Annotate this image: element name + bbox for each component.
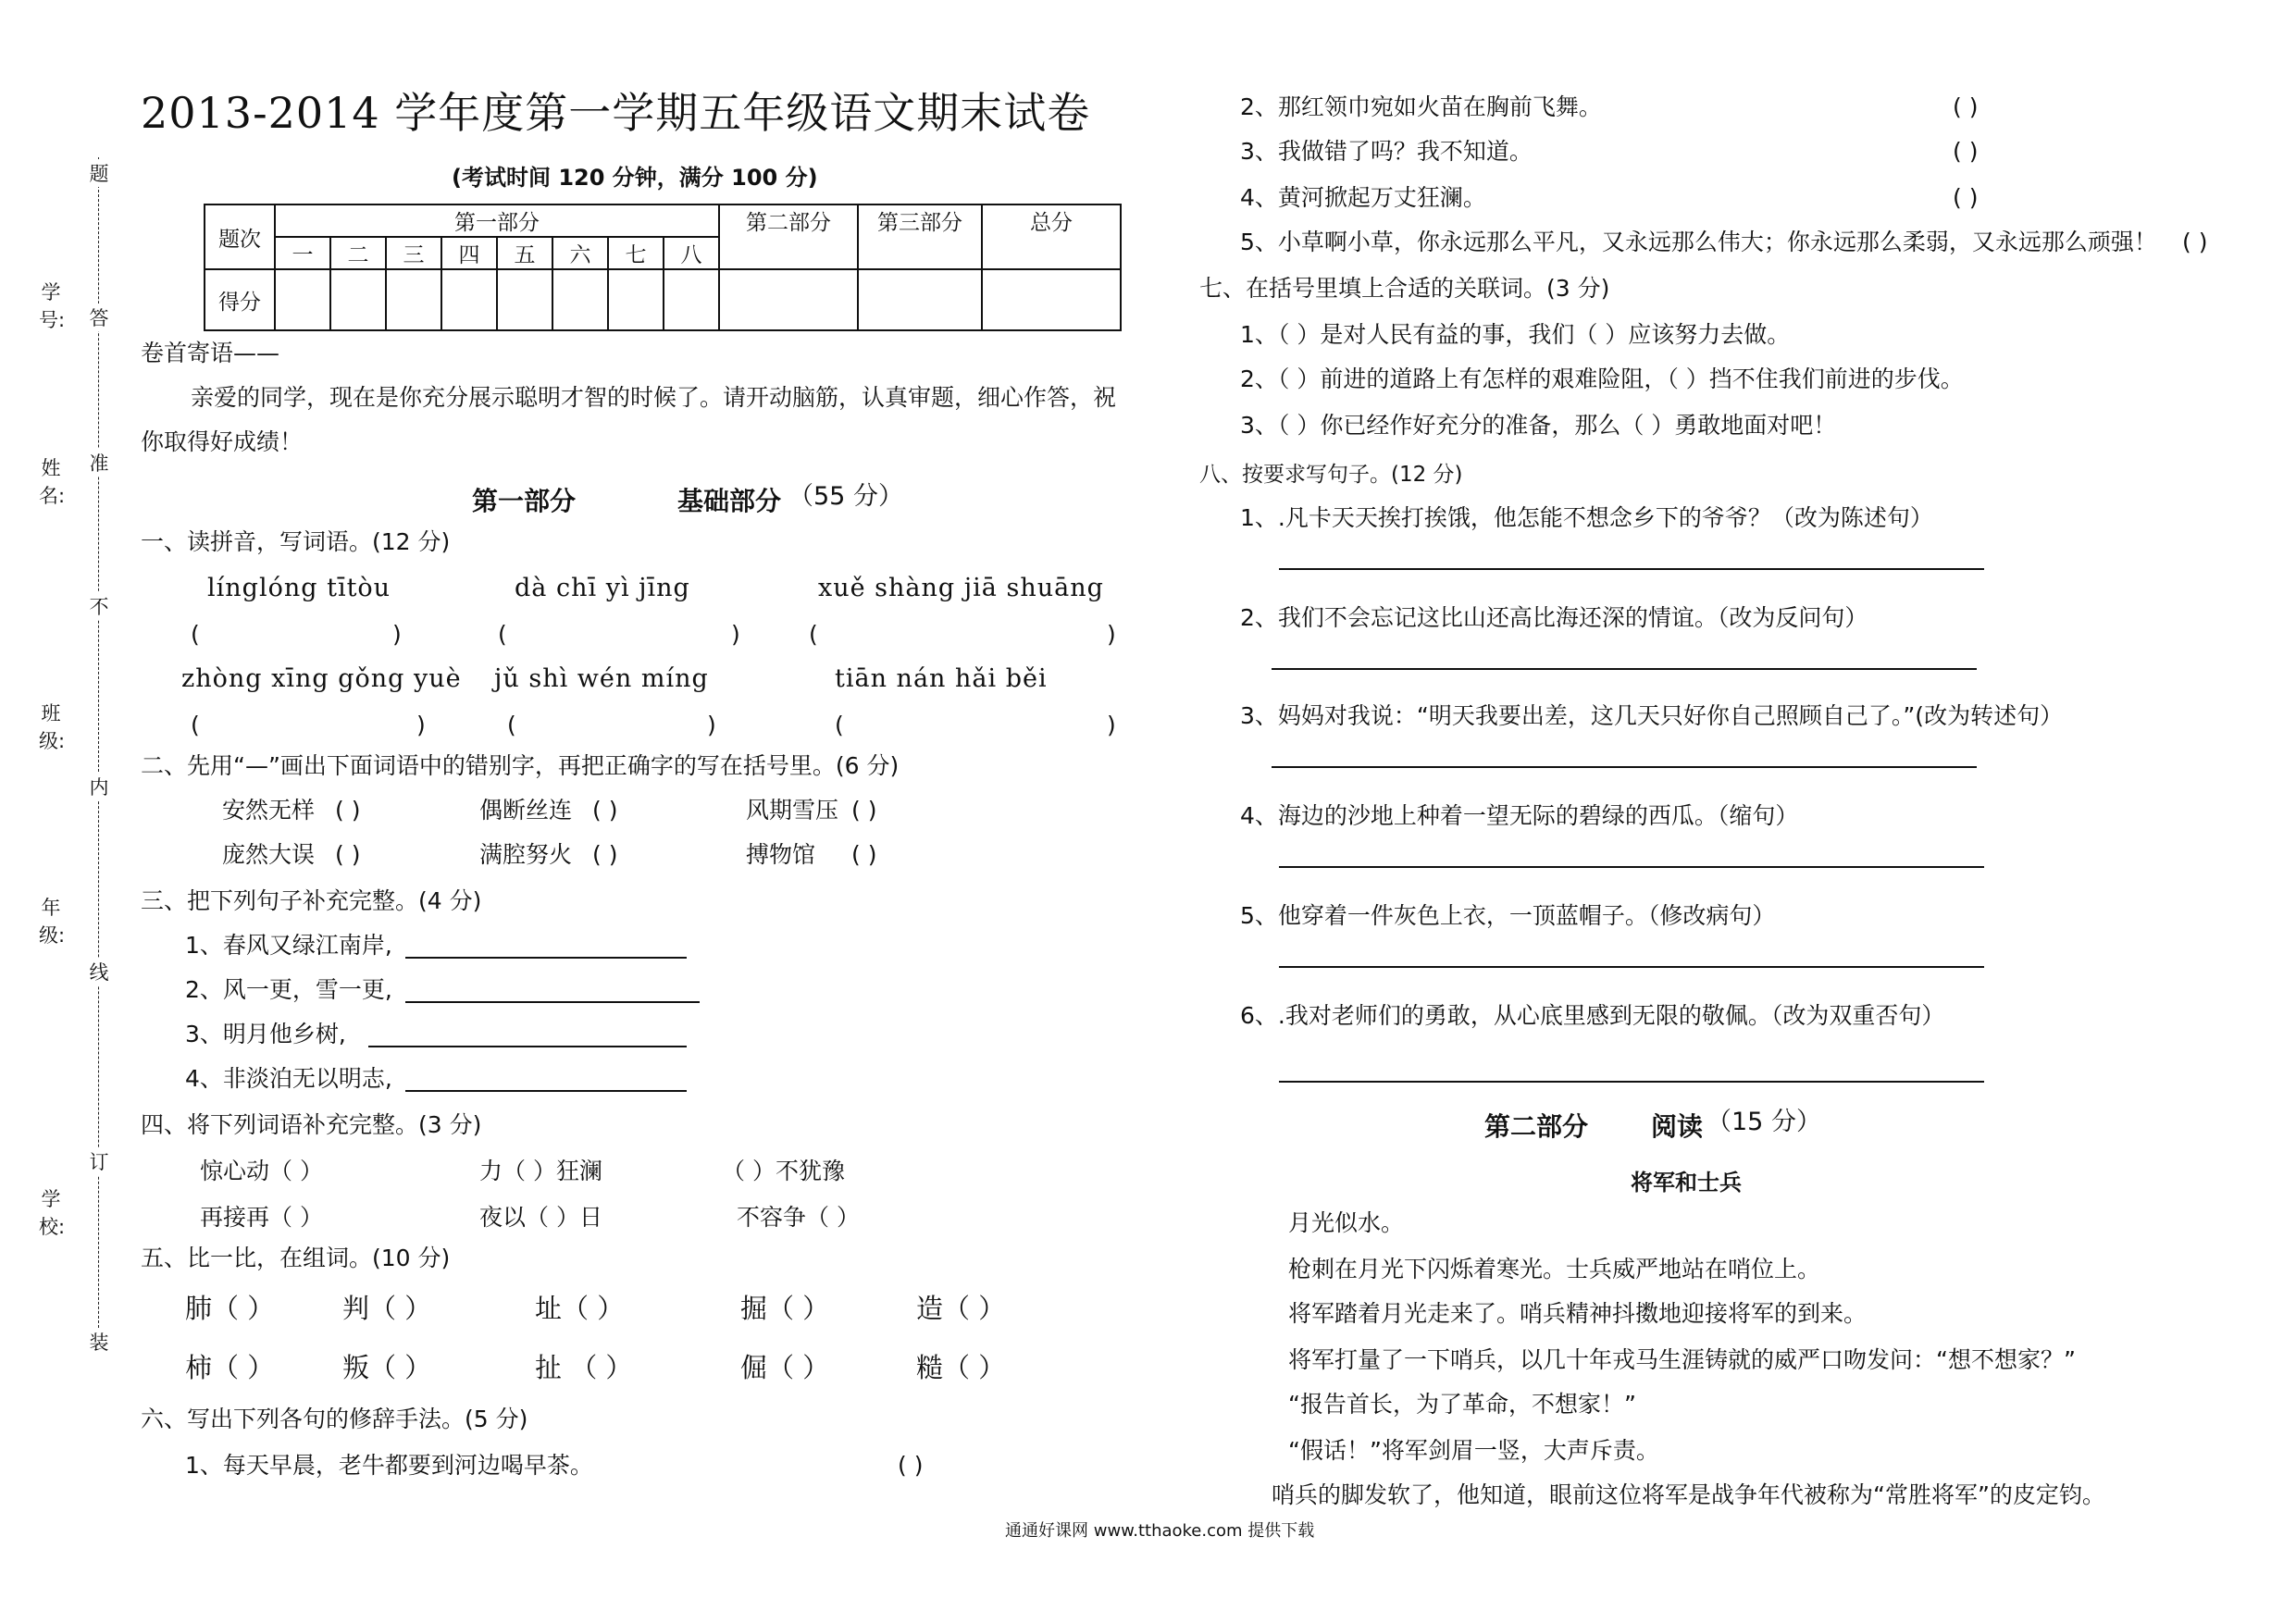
rewrite-item: 2、我们不会忘记这比山还高比海还深的情谊。（改为反问句） xyxy=(1240,604,1868,631)
rewrite-item: 4、海边的沙地上种着一望无际的碧绿的西瓜。（缩句） xyxy=(1240,802,1799,829)
sub-col: 一 xyxy=(275,237,330,269)
q4-heading: 四、将下列词语补充完整。(3 分) xyxy=(141,1111,482,1138)
part1-score: （55 分） xyxy=(788,482,903,511)
sub-col: 三 xyxy=(386,237,441,269)
compare-char: 肺（ ） xyxy=(185,1293,275,1324)
idiom-blank: 不容争（ ） xyxy=(737,1204,860,1231)
sub-col: 八 xyxy=(664,237,719,269)
idiom-blank: 惊心动（ ） xyxy=(200,1158,323,1184)
story-paragraph: 月光似水。 xyxy=(1288,1209,1405,1236)
answer-parens: ( ) xyxy=(1953,93,1979,120)
typo-word: 风期雪压 xyxy=(746,797,839,824)
seal-dashed-line xyxy=(98,157,99,1356)
rewrite-item: 5、他穿着一件灰色上衣，一顶蓝帽子。（修改病句） xyxy=(1240,902,1776,929)
intro-heading: 卷首寄语—— xyxy=(141,340,280,366)
intro-line1: 亲爱的同学，现在是你充分展示聪明才智的时候了。请开动脑筋，认真审题，细心作答，祝 xyxy=(191,384,1117,411)
sub-col: 七 xyxy=(608,237,664,269)
answer-line[interactable] xyxy=(1279,866,1984,868)
q5-heading: 五、比一比，在组词。(10 分) xyxy=(141,1245,451,1271)
answer-line[interactable] xyxy=(405,1001,700,1003)
score-cell[interactable] xyxy=(552,269,608,330)
part2-name: 第二部分 xyxy=(1484,1111,1589,1142)
typo-word: 搏物馆 xyxy=(746,841,816,868)
student-name-label: 姓名: xyxy=(39,457,66,507)
score-cell[interactable] xyxy=(858,269,982,330)
pinyin: dà chī yì jīng xyxy=(515,574,690,602)
score-cell[interactable] xyxy=(497,269,552,330)
exam-title: 2013-2014 学年度第一学期五年级语文期末试卷 xyxy=(141,88,1091,138)
q6-heading: 六、写出下列各句的修辞手法。(5 分) xyxy=(141,1406,528,1432)
answer-paren-open: ( xyxy=(191,621,200,648)
sub-col: 二 xyxy=(330,237,386,269)
story-paragraph: 将军踏着月光走来了。哨兵精神抖擞地迎接将军的到来。 xyxy=(1288,1300,1868,1327)
answer-parens: ( ) xyxy=(1953,184,1979,211)
fill-sentence: 4、非淡泊无以明志, xyxy=(185,1065,392,1092)
grade-label: 年级: xyxy=(39,897,66,947)
story-paragraph: “报告首长，为了革命，不想家！” xyxy=(1288,1391,1636,1418)
answer-line[interactable] xyxy=(1279,966,1984,968)
compare-char: 判（ ） xyxy=(342,1293,432,1324)
typo-word: 偶断丝连 xyxy=(479,797,573,824)
compare-char: 糙（ ） xyxy=(916,1352,1006,1383)
answer-paren-close: ) xyxy=(1107,712,1116,738)
score-cell[interactable] xyxy=(608,269,664,330)
story-paragraph: 哨兵的脚发软了，他知道，眼前这位将军是战争年代被称为“常胜将军”的皮定钧。 xyxy=(1272,1481,2105,1508)
conjunction-item: 3、（ ）你已经作好充分的准备，那么（ ）勇敢地面对吧！ xyxy=(1240,412,1837,439)
q1-heading: 一、读拼音，写词语。(12 分) xyxy=(141,528,451,555)
class-label: 班级: xyxy=(39,702,66,752)
compare-char: 造（ ） xyxy=(916,1293,1006,1324)
compare-char: 掘（ ） xyxy=(740,1293,830,1324)
col-part3: 第三部分 xyxy=(858,204,982,269)
rewrite-item: 1、.凡卡天天挨打挨饿，他怎能不想念乡下的爷爷？（改为陈述句） xyxy=(1240,504,1933,531)
fill-sentence: 2、风一更，雪一更, xyxy=(185,976,392,1003)
sub-col: 五 xyxy=(497,237,552,269)
story-paragraph: 枪刺在月光下闪烁着寒光。士兵威严地站在哨位上。 xyxy=(1288,1256,1821,1282)
seal-char: 内 xyxy=(87,773,111,800)
rhetoric-item: 5、小草啊小草，你永远那么平凡，又永远那么伟大；你永远那么柔弱，又永远那么顽强！ xyxy=(1240,229,2157,255)
typo-word: 安然无样 xyxy=(222,797,316,824)
idiom-blank: 力（ ）狂澜 xyxy=(479,1158,602,1184)
pinyin: jǔ shì wén míng xyxy=(494,664,709,693)
answer-line[interactable] xyxy=(1279,568,1984,570)
seal-char: 题 xyxy=(87,159,111,187)
pinyin: línglóng tītòu xyxy=(207,574,391,602)
pinyin: xuě shàng jiā shuāng xyxy=(818,574,1104,602)
conjunction-item: 2、（ ）前进的道路上有怎样的艰难险阻，（ ）挡不住我们前进的步伐。 xyxy=(1240,365,1964,392)
answer-line[interactable] xyxy=(1279,1081,1984,1083)
compare-char: 倔（ ） xyxy=(740,1352,830,1383)
q7-heading: 七、在括号里填上合适的关联词。(3 分) xyxy=(1199,275,1610,302)
answer-paren-close: ) xyxy=(416,712,426,738)
seal-char: 线 xyxy=(87,958,111,985)
score-cell[interactable] xyxy=(664,269,719,330)
story-paragraph: 将军打量了一下哨兵，以几十年戎马生涯铸就的威严口吻发问：“想不想家？” xyxy=(1288,1346,2076,1373)
pinyin: tiān nán hǎi běi xyxy=(835,664,1048,693)
story-paragraph: “假话！”将军剑眉一竖，大声斥责。 xyxy=(1288,1437,1659,1464)
score-cell[interactable] xyxy=(330,269,386,330)
story-title: 将军和士兵 xyxy=(1631,1170,1742,1196)
answer-paren-open: ( xyxy=(835,712,844,738)
col-part1: 第一部分 xyxy=(275,204,719,237)
answer-paren-open: ( xyxy=(809,621,818,648)
seal-char: 订 xyxy=(87,1147,111,1175)
answer-parens: ( ) xyxy=(898,1452,924,1479)
answer-parens: ( ) xyxy=(851,841,877,868)
answer-parens: ( ) xyxy=(592,841,618,868)
rhetoric-item: 1、每天早晨，老牛都要到河边喝早茶。 xyxy=(185,1452,593,1479)
rhetoric-item: 2、那红领巾宛如火苗在胸前飞舞。 xyxy=(1240,93,1602,120)
answer-line[interactable] xyxy=(405,957,687,959)
col-total: 总分 xyxy=(982,204,1121,269)
intro-line2: 你取得好成绩！ xyxy=(141,428,304,455)
score-cell[interactable] xyxy=(441,269,497,330)
score-cell[interactable] xyxy=(275,269,330,330)
answer-paren-close: ) xyxy=(1107,621,1116,648)
q8-heading: 八、按要求写句子。(12 分) xyxy=(1199,463,1463,487)
idiom-blank: （ ）不犹豫 xyxy=(722,1158,845,1184)
rewrite-item: 3、妈妈对我说：“明天我要出差，这几天只好你自己照顾自己了。”(改为转述句） xyxy=(1240,702,2064,729)
part2-score: （15 分） xyxy=(1706,1108,1821,1136)
answer-parens: ( ) xyxy=(851,797,877,824)
typo-word: 庞然大误 xyxy=(222,841,316,868)
school-label: 学校: xyxy=(39,1188,66,1238)
score-cell[interactable] xyxy=(386,269,441,330)
fill-sentence: 1、春风又绿江南岸, xyxy=(185,932,392,959)
exam-subtitle: (考试时间 120 分钟，满分 100 分) xyxy=(452,165,818,191)
answer-line[interactable] xyxy=(1272,668,1977,670)
fill-sentence: 3、明月他乡树, xyxy=(185,1021,346,1047)
col-part2: 第二部分 xyxy=(719,204,858,269)
answer-line[interactable] xyxy=(368,1046,687,1047)
answer-parens: ( ) xyxy=(335,841,361,868)
answer-parens: ( ) xyxy=(592,797,618,824)
idiom-blank: 夜以（ ）日 xyxy=(479,1204,602,1231)
answer-parens: ( ) xyxy=(335,797,361,824)
row-label-score: 得分 xyxy=(205,269,275,330)
q2-heading: 二、先用“—”画出下面词语中的错别字，再把正确字的写在括号里。(6 分) xyxy=(141,752,900,779)
pinyin: zhòng xīng gǒng yuè xyxy=(181,664,462,693)
answer-parens: ( ) xyxy=(2182,229,2208,255)
answer-line[interactable] xyxy=(405,1090,687,1092)
answer-paren-open: ( xyxy=(507,712,516,738)
compare-char: 址（ ） xyxy=(535,1293,625,1324)
score-cell[interactable] xyxy=(982,269,1121,330)
conjunction-item: 1、（ ）是对人民有益的事，我们（ ）应该努力去做。 xyxy=(1240,321,1791,348)
answer-paren-close: ) xyxy=(707,712,716,738)
idiom-blank: 再接再（ ） xyxy=(200,1204,323,1231)
score-table xyxy=(204,204,1122,331)
answer-parens: ( ) xyxy=(1953,138,1979,165)
compare-char: 柿（ ） xyxy=(185,1352,275,1383)
part1-name: 第一部分 xyxy=(472,486,577,516)
q3-heading: 三、把下列句子补充完整。(4 分) xyxy=(141,887,482,914)
compare-char: 叛（ ） xyxy=(342,1352,432,1383)
answer-paren-close: ) xyxy=(392,621,402,648)
student-id-label: 学号: xyxy=(39,281,66,331)
seal-char: 准 xyxy=(87,449,111,477)
score-cell[interactable] xyxy=(719,269,858,330)
seal-char: 不 xyxy=(87,592,111,620)
sub-col: 六 xyxy=(552,237,608,269)
footer-source: 通通好课网 www.tthaoke.com 提供下载 xyxy=(1005,1521,1315,1541)
row-label-questions: 题次 xyxy=(205,204,275,269)
compare-char: 扯 （ ） xyxy=(535,1352,633,1383)
rewrite-item: 6、.我对老师们的勇敢，从心底里感到无限的敬佩。（改为双重否句） xyxy=(1240,1002,1945,1029)
answer-paren-open: ( xyxy=(191,712,200,738)
seal-char: 答 xyxy=(87,304,111,331)
sub-col: 四 xyxy=(441,237,497,269)
rhetoric-item: 3、我做错了吗？我不知道。 xyxy=(1240,138,1533,165)
part1-title: 基础部分 xyxy=(677,486,782,516)
seal-char: 装 xyxy=(87,1328,111,1356)
answer-paren-close: ) xyxy=(731,621,740,648)
answer-line[interactable] xyxy=(1272,766,1977,768)
rhetoric-item: 4、黄河掀起万丈狂澜。 xyxy=(1240,184,1486,211)
answer-paren-open: ( xyxy=(498,621,507,648)
part2-title: 阅读 xyxy=(1651,1111,1704,1142)
typo-word: 满腔努火 xyxy=(479,841,573,868)
